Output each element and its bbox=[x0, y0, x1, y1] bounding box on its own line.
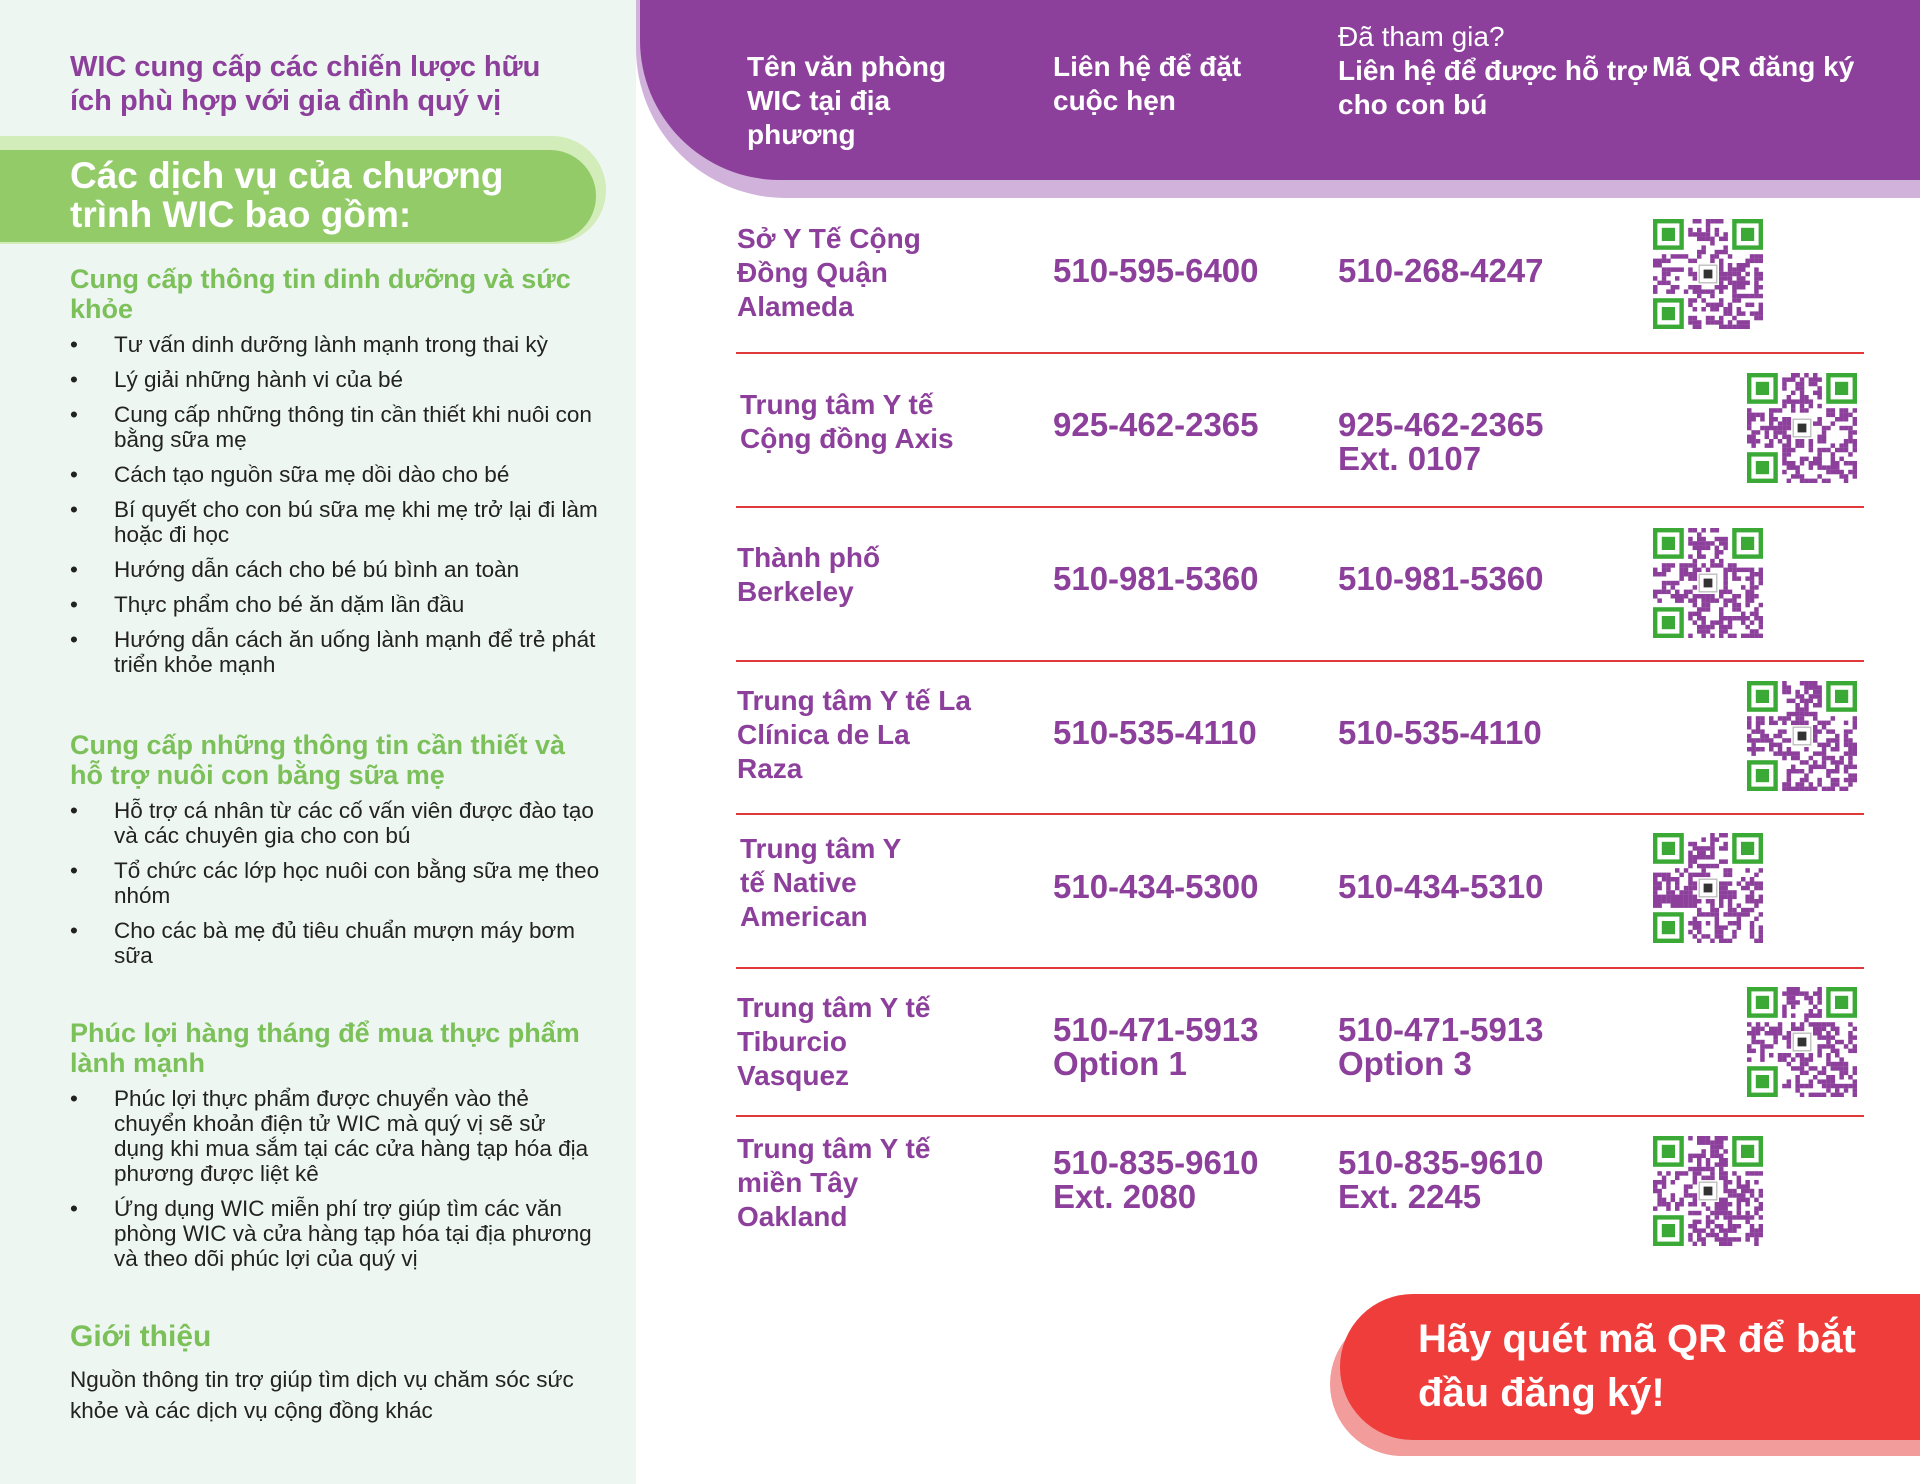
section-benefits bbox=[70, 1018, 600, 1281]
appointment-phone: 510-981-5360 bbox=[1053, 560, 1259, 597]
list-item: • Bí quyết cho con bú sữa mẹ khi mẹ trở lại đi làm hoặc đi học bbox=[70, 497, 598, 547]
qr-code-icon[interactable] bbox=[1747, 987, 1857, 1097]
office-name: Thành phố Berkeley bbox=[737, 542, 881, 607]
office-name: Trung tâm Y tế La Clínica de La Raza bbox=[737, 685, 971, 784]
list-item: • Phúc lợi thực phẩm được chuyển vào thẻ chuyển khoản điện tử WIC mà quý vị sẽ sử dụng khi mua sắm tại các cửa hàng tạp hóa địa phương được liệt kê bbox=[70, 1086, 589, 1186]
appointment-phone: 510-835-9610 Ext. 2080 bbox=[1053, 1144, 1259, 1215]
services-banner-title: Các dịch vụ của chương trình WIC bao gồm: bbox=[70, 155, 504, 235]
qr-code-icon[interactable] bbox=[1653, 1136, 1763, 1246]
office-name: Sở Y Tế Cộng Đồng Quận Alameda bbox=[737, 223, 921, 322]
header-office: Tên văn phòng WIC tại địa phương bbox=[747, 51, 947, 150]
qr-code-icon[interactable] bbox=[1747, 681, 1857, 791]
appointment-phone: 925-462-2365 bbox=[1053, 406, 1259, 443]
qr-code-icon[interactable] bbox=[1653, 833, 1763, 943]
support-phone: 510-434-5310 bbox=[1338, 868, 1544, 905]
list-item: • Cung cấp những thông tin cần thiết khi nuôi con bằng sữa mẹ bbox=[70, 402, 592, 452]
bullet-list bbox=[70, 1086, 600, 1271]
section-title: Cung cấp thông tin dinh dưỡng và sức khỏe bbox=[70, 264, 571, 324]
list-item: • Hỗ trợ cá nhân từ các cố vấn viên được đào tạo và các chuyên gia cho con bú bbox=[70, 798, 594, 848]
section-title: Giới thiệu bbox=[70, 1320, 212, 1353]
support-phone: 510-835-9610 Ext. 2245 bbox=[1338, 1144, 1544, 1215]
row-divider bbox=[736, 967, 1864, 969]
section-referral bbox=[70, 1320, 600, 1426]
qr-code-icon[interactable] bbox=[1653, 528, 1763, 638]
bullet-list bbox=[70, 798, 600, 968]
cta-text: Hãy quét mã QR để bắt đầu đăng ký! bbox=[1418, 1317, 1856, 1415]
row-divider bbox=[736, 660, 1864, 662]
qr-code-icon[interactable] bbox=[1747, 373, 1857, 483]
referral-text: Nguồn thông tin trợ giúp tìm dịch vụ chăm sóc sức khỏe và các dịch vụ cộng đồng khác bbox=[70, 1367, 574, 1423]
office-name: Trung tâm Y tế Native American bbox=[740, 833, 901, 932]
row-divider bbox=[736, 813, 1864, 815]
support-phone: 925-462-2365 Ext. 0107 bbox=[1338, 406, 1544, 477]
header-appointment: Liên hệ để đặt cuộc hẹn bbox=[1053, 51, 1242, 116]
list-item: • Ứng dụng WIC miễn phí trợ giúp tìm các văn phòng WIC và cửa hàng tạp hóa tại địa phương và theo dõi phúc lợi của quý vị bbox=[70, 1196, 592, 1271]
office-name: Trung tâm Y tế Cộng đồng Axis bbox=[740, 389, 954, 454]
left-panel bbox=[0, 0, 636, 1484]
section-breastfeeding bbox=[70, 730, 600, 978]
list-item: • Tổ chức các lớp học nuôi con bằng sữa mẹ theo nhóm bbox=[70, 858, 600, 908]
header-breastfeeding bbox=[1338, 20, 1658, 122]
office-name: Trung tâm Y tế Tiburcio Vasquez bbox=[737, 992, 931, 1091]
header-breastfeeding-label: Liên hệ để được hỗ trợ cho con bú bbox=[1338, 55, 1647, 120]
header-enrolled-question: Đã tham gia? bbox=[1338, 21, 1505, 52]
support-phone: 510-981-5360 bbox=[1338, 560, 1544, 597]
support-phone: 510-471-5913 Option 3 bbox=[1338, 1011, 1544, 1082]
appointment-phone: 510-595-6400 bbox=[1053, 252, 1259, 289]
qr-code-icon[interactable] bbox=[1653, 219, 1763, 329]
row-divider bbox=[736, 1115, 1864, 1117]
list-item: • Cách tạo nguồn sữa mẹ dồi dào cho bé bbox=[70, 462, 510, 487]
header-qr: Mã QR đăng ký bbox=[1652, 51, 1855, 82]
section-nutrition bbox=[70, 264, 600, 687]
list-item: • Tư vấn dinh dưỡng lành mạnh trong thai kỳ bbox=[70, 332, 548, 357]
intro-heading: WIC cung cấp các chiến lược hữu ích phù hợp với gia đình quý vị bbox=[70, 51, 541, 117]
list-item: • Cho các bà mẹ đủ tiêu chuẩn mượn máy bơm sữa bbox=[70, 918, 576, 968]
list-item: • Hướng dẫn cách cho bé bú bình an toàn bbox=[70, 557, 520, 582]
list-item: • Hướng dẫn cách ăn uống lành mạnh để trẻ phát triển khỏe mạnh bbox=[70, 627, 596, 677]
section-title: Cung cấp những thông tin cần thiết và hỗ trợ nuôi con bằng sữa mẹ bbox=[70, 730, 566, 790]
row-divider bbox=[736, 352, 1864, 354]
bullet-list bbox=[70, 332, 600, 677]
appointment-phone: 510-434-5300 bbox=[1053, 868, 1259, 905]
office-name: Trung tâm Y tế miền Tây Oakland bbox=[737, 1133, 931, 1232]
list-item: • Thực phẩm cho bé ăn dặm lần đầu bbox=[70, 592, 465, 617]
support-phone: 510-535-4110 bbox=[1338, 714, 1542, 751]
appointment-phone: 510-535-4110 bbox=[1053, 714, 1257, 751]
section-title: Phúc lợi hàng tháng để mua thực phẩm lành mạnh bbox=[70, 1018, 580, 1078]
row-divider bbox=[736, 506, 1864, 508]
list-item: • Lý giải những hành vi của bé bbox=[70, 367, 404, 392]
appointment-phone: 510-471-5913 Option 1 bbox=[1053, 1011, 1259, 1082]
support-phone: 510-268-4247 bbox=[1338, 252, 1544, 289]
